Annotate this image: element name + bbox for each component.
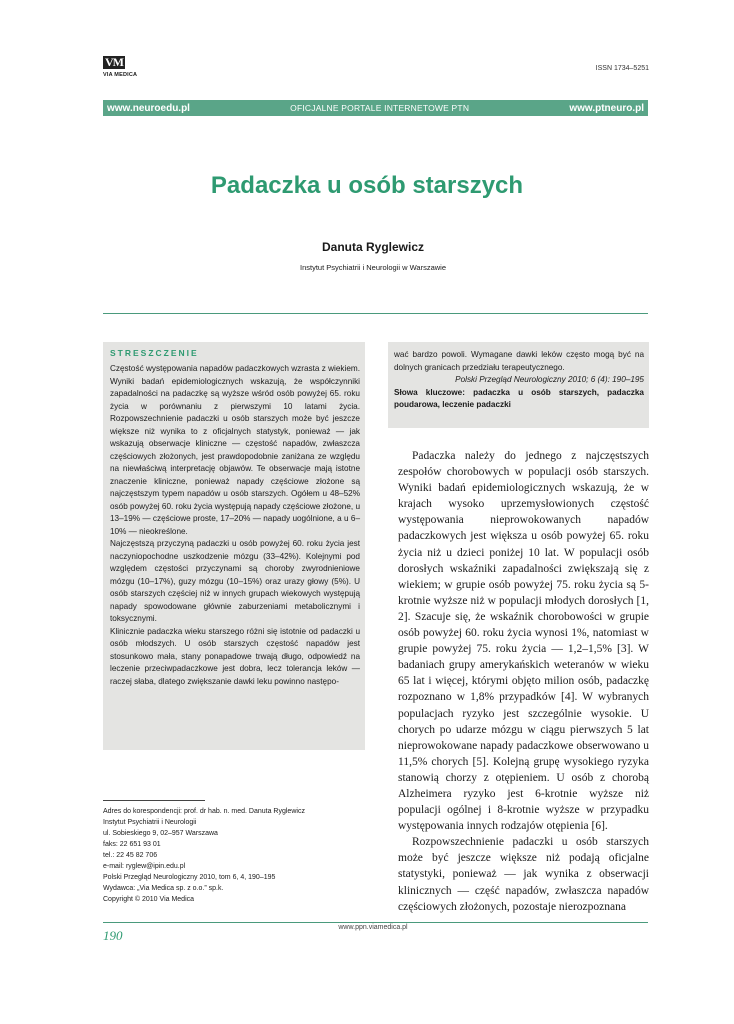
abstract-keywords: Słowa kluczowe: padaczka u osób starszych, padaczka poudarowa, leczenie padaczki: [394, 387, 644, 409]
publisher-logo: [103, 53, 147, 78]
footnote-line: Copyright © 2010 Via Medica: [103, 896, 195, 903]
abstract-citation: Polski Przegląd Neurologiczny 2010; 6 (4): 190–195: [455, 375, 644, 384]
author-affiliation: Instytut Psychiatrii i Neurologii w Warszawie: [299, 263, 446, 272]
correspondence-footnote: [103, 806, 363, 905]
top-divider: [103, 313, 648, 314]
footnote-email[interactable]: e-mail: ryglew@ipin.edu.pl: [103, 863, 186, 870]
footnote-divider: [103, 800, 205, 801]
via-medica-logo-text: VIA MEDICA: [103, 72, 138, 78]
article-author: Danuta Ryglewicz: [321, 240, 425, 254]
portal-bar-caption: OFICJALNE PORTALE INTERNETOWE PTN: [290, 103, 470, 113]
bottom-divider: [103, 922, 648, 923]
footer-url[interactable]: www.ppn.viamedica.pl: [338, 924, 408, 931]
link-ptneuro[interactable]: www.ptneuro.pl: [569, 102, 644, 114]
footnote-line: faks: 22 651 93 01: [103, 841, 161, 848]
abstract-paragraph: Najczęstszą przyczyną padaczki u osób powyżej 60. roku życia jest naczyniopochodne uszkodzenie mózgu (33–42%). Kolejnymi pod względem częstości przyczynami są choroby zwyrodnieniowe mózgu (10–17%), guzy mózgu (10–15%) oraz urazy głowy (5%). U osób starszych częściej niż w innych grupach wiekowych występują napady spowodowane głównie zaburzeniami metabolicznymi i toksycznymi.: [110, 539, 360, 623]
body-paragraph: [398, 448, 649, 834]
footnote-line: Wydawca: „Via Medica sp. z o.o.” sp.k.: [103, 885, 224, 892]
body-paragraph: Rozpowszechnienie padaczki u osób starszych może być jeszcze większe niż podają oficjalne statystyki, ponieważ — jak wynika z obserwacji klinicznych — część napadów, zwłaszcza napadów częściowych złożonych, pozostaje nierozpoznana: [398, 836, 649, 913]
footnote-line: tel.: 22 45 82 706: [103, 852, 158, 859]
footnote-line: Adres do korespondencji: prof. dr hab. n. med. Danuta Ryglewicz: [103, 808, 305, 815]
body-paragraph-text: Padaczka należy do jednego z najczęstszych zespołów chorobowych w populacji osób starszych. Wyniki badań epidemiologicznych wskazują, że w krajach wysoko uprzemysłowionych częstość występowania nieprowokowanych napadów padaczkowych jest większa u osób powyżej 65. roku życia niż u dzieci poniżej 10 lat. W populacji osób dorosłych wskaźniki zapadalności zwiększają się z wiekiem; w grupie osób powyżej 75. roku życia są 5-krotnie wyższe niż w populacji młodych dorosłych [1, 2]. Szacuje się, że wskaźnik chorobowości w grupie osób powyżej 60. roku życia wynosi 1%, natomiast w grupie powyżej 75. roku życia — 1,2–1,5% [3]. W badaniach grupy amerykańskich weteranów w wieku 65 lat i więcej, którymi objęto milion osób, padaczkę rozpoznano w 1,8% przypadków [4]. W wybranych populacjach ryzyko jest szczególnie wysokie. U chorych po udarze mózgu w ciągu pierwszych 5 lat nieprowokowane napady padaczkowe obserwowano u 11,5% chorych [5]. Kolejną grupę wysokiego ryzyka stanowią chorzy z otępieniem. U osób z chorobą Alzheimera ryzyko jest 6-krotnie wyższe niż populacji ogólnej i 8-krotnie wyższe w przypadku występowania innych rodzajów otępienia [6].: [398, 450, 649, 833]
abstract-paragraph: wać bardzo powoli. Wymagane dawki leków często mogą być na dolnych granicach przedziału terapeutycznego.: [394, 350, 644, 372]
abstract-text: [110, 363, 360, 688]
portal-bar: [103, 100, 648, 116]
via-medica-logo-mark: VM: [105, 55, 123, 69]
article-title: Padaczka u osób starszych: [210, 172, 524, 199]
footnote-line: Polski Przegląd Neurologiczny 2010, tom 6, 4, 190–195: [103, 874, 276, 881]
issn-label: ISSN 1734–5251: [595, 65, 649, 72]
article-body: [398, 448, 649, 915]
footnote-line: Instytut Psychiatrii i Neurologii: [103, 819, 197, 826]
abstract-paragraph: Częstość występowania napadów padaczkowych wzrasta z wiekiem. Wyniki badań epidemiologicznych wskazują, że współczynniki zapadalności na padaczkę są wyższe wśród osób powyżej 65. roku życia w porównaniu z pierwszymi 10 latami życia. Rozpowszechnienie padaczki u osób starszych może być jeszcze większe niż wynika to z oficjalnych statystyk, ponieważ — jak wskazują obserwacje kliniczne — częstość napadów, zwłaszcza częściowych złożonych, jest prawdopodobnie zaniżana ze względu na niewłaściwą interpretację objawów. Te obserwacje mają istotne znaczenie kliniczne, ponieważ napady częściowe złożone są najczęstszym typem napadów u osób starszych. Ogółem u 48–52% osób powyżej 60. roku życia występują napady częściowe złożone, u 13–19% — częściowe proste, 17–20% — napady uogólnione, a u 6–10% — nieokreślone.: [110, 364, 360, 536]
footnote-line: ul. Sobieskiego 9, 02–957 Warszawa: [103, 830, 218, 837]
link-neuroedu[interactable]: www.neuroedu.pl: [107, 102, 190, 114]
abstract-paragraph: Klinicznie padaczka wieku starszego różni się istotnie od padaczki u osób młodszych. U osób starszych częstość napadów jest stosunkowo mała, stany ponapadowe trwają długo, odpowiedź na leczenie przeciwpadaczkowe jest dobra, lecz tolerancja leków — raczej słaba, dlatego zwiększanie dawki leku powinno następo-: [110, 626, 360, 686]
abstract-continuation: [394, 349, 644, 412]
page-number: 190: [103, 928, 123, 943]
abstract-heading: STRESZCZENIE: [110, 348, 199, 358]
